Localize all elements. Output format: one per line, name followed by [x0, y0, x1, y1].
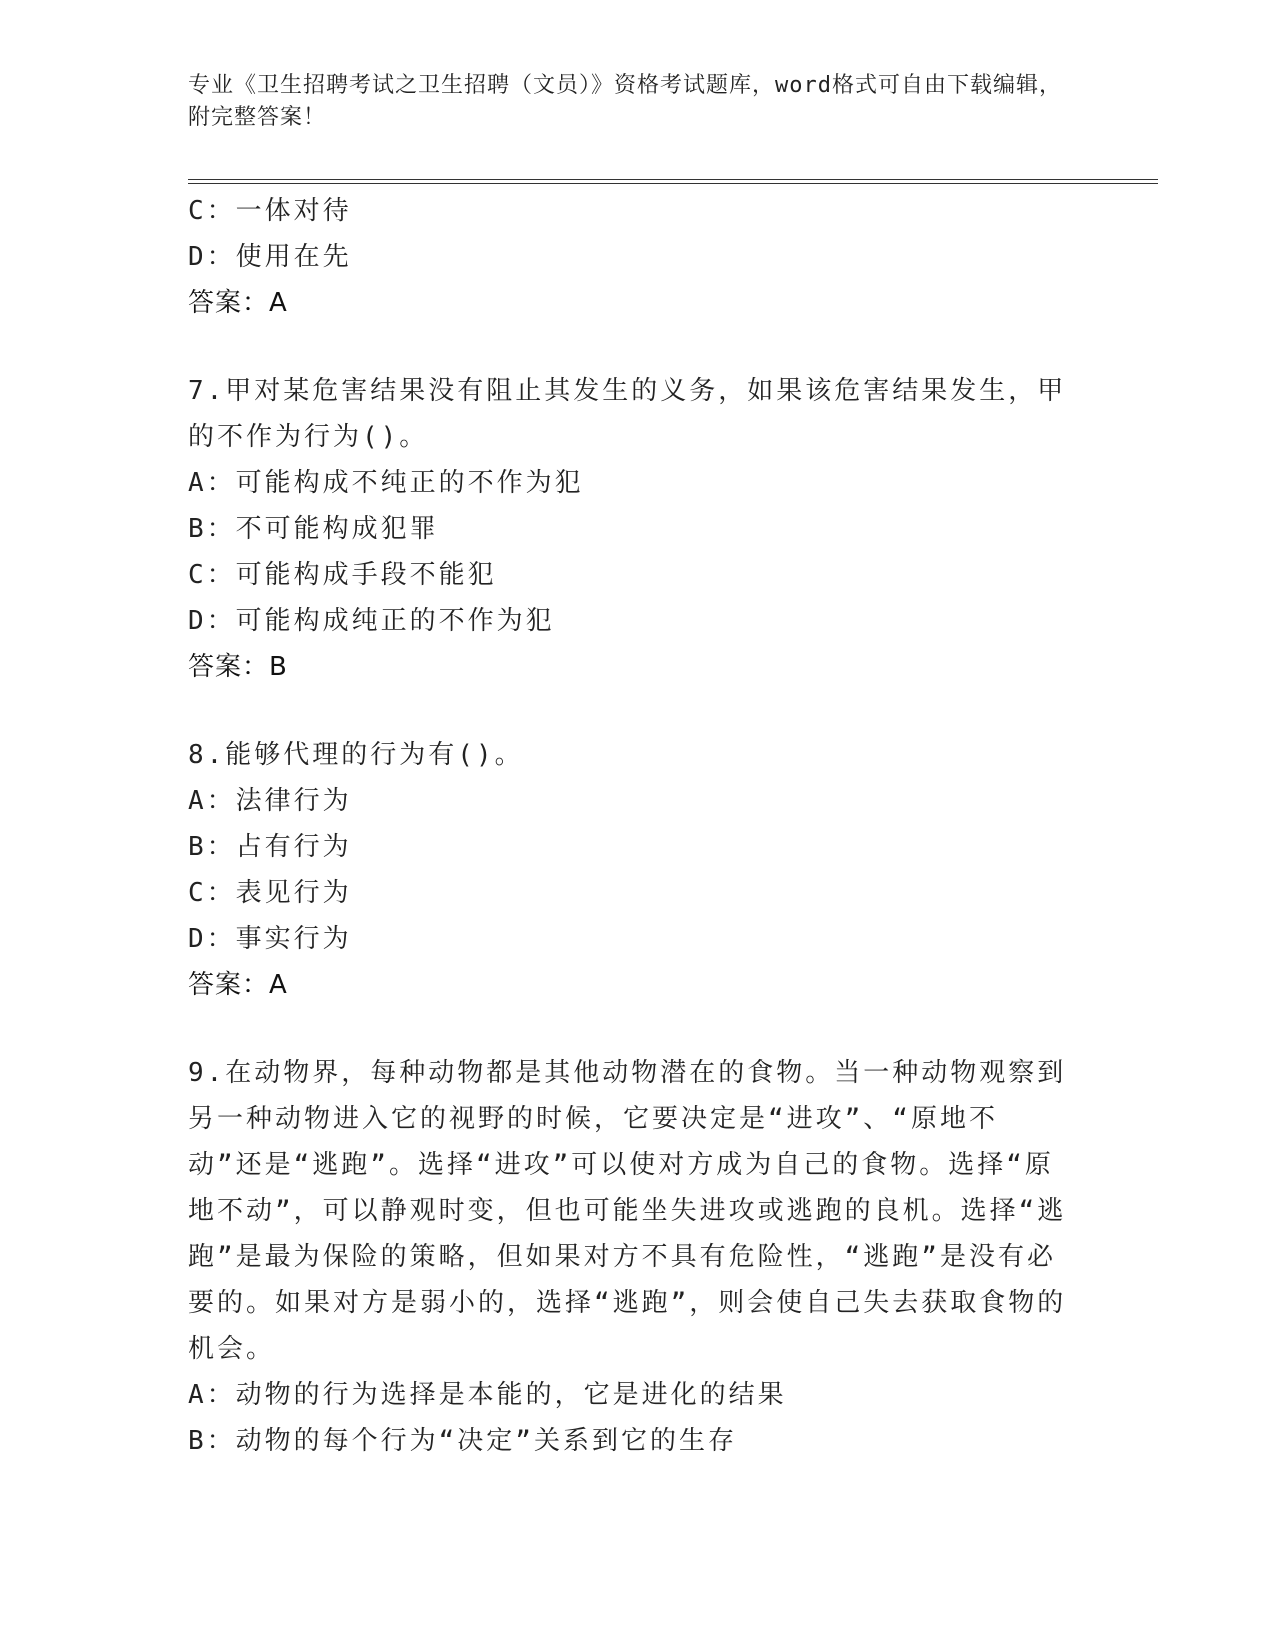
option-d: D：使用在先 — [188, 242, 352, 272]
answer-line: 答案：B — [188, 652, 288, 682]
question-content — [188, 188, 1068, 1464]
option-d: D：可能构成纯正的不作为犯 — [188, 606, 555, 636]
option-c: C：表见行为 — [188, 878, 352, 908]
answer-line: 答案：A — [188, 288, 288, 318]
header-divider-bottom — [188, 183, 1158, 184]
option-b: B：不可能构成犯罪 — [188, 514, 439, 544]
carryover-block — [188, 188, 1068, 326]
option-a: A：动物的行为选择是本能的，它是进化的结果 — [188, 1380, 787, 1410]
option-a: A：可能构成不纯正的不作为犯 — [188, 468, 584, 498]
option-c: C：可能构成手段不能犯 — [188, 560, 497, 590]
answer-line: 答案：A — [188, 970, 288, 1000]
question-7 — [188, 368, 1068, 690]
question-text: 9.在动物界，每种动物都是其他动物潜在的食物。当一种动物观察到另一种动物进入它的视野的时候，它要决定是“进攻”、“原地不动”还是“逃跑”。选择“进攻”可以使对方成为自己的食物。选择“原地不动”，可以静观时变，但也可能坐失进攻或逃跑的良机。选择“逃跑”是最为保险的策略，但如果对方不具有危险性，“逃跑”是没有必要的。如果对方是弱小的，选择“逃跑”，则会使自己失去获取食物的机会。 — [188, 1058, 1067, 1364]
question-text: 8.能够代理的行为有()。 — [188, 740, 524, 770]
option-b: B：动物的每个行为“决定”关系到它的生存 — [188, 1426, 737, 1456]
option-c: C：一体对待 — [188, 196, 352, 226]
option-a: A：法律行为 — [188, 786, 352, 816]
page-header: 专业《卫生招聘考试之卫生招聘（文员）》资格考试题库，word格式可自由下载编辑，附完整答案！ — [188, 73, 1062, 130]
option-b: B：占有行为 — [188, 832, 352, 862]
option-d: D：事实行为 — [188, 924, 352, 954]
question-8 — [188, 732, 1068, 1008]
question-text: 7.甲对某危害结果没有阻止其发生的义务，如果该危害结果发生，甲的不作为行为()。 — [188, 376, 1067, 452]
header-divider-top — [188, 179, 1158, 180]
question-9 — [188, 1050, 1068, 1464]
